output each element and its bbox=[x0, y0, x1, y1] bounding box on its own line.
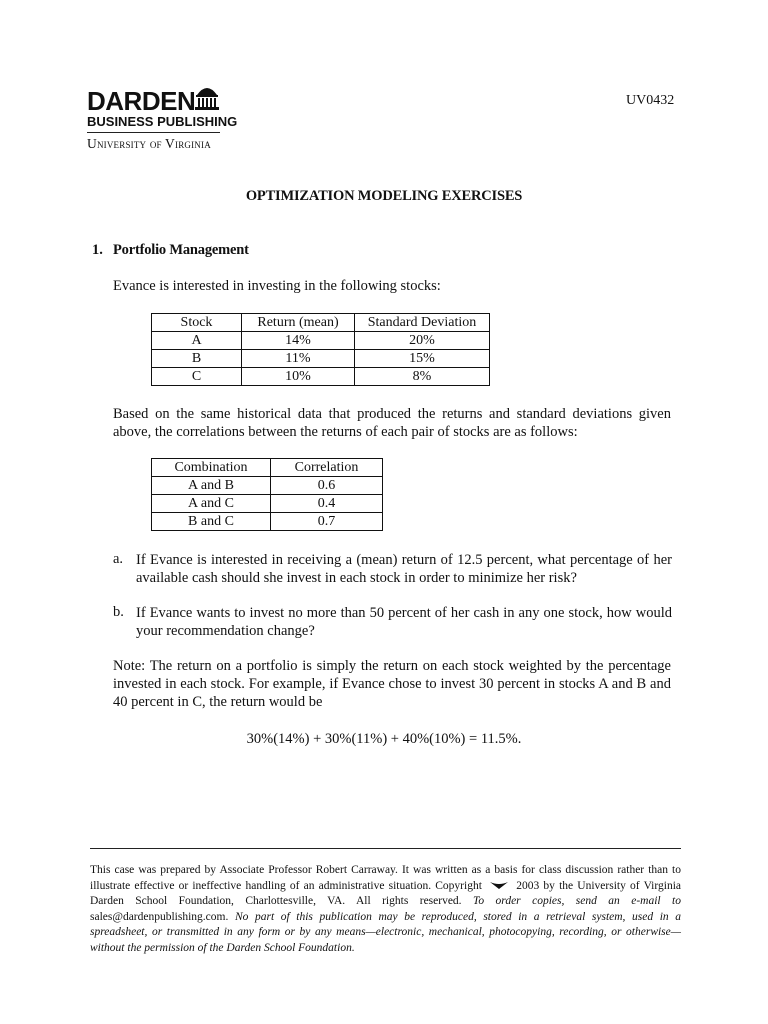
table-header-row bbox=[152, 314, 490, 332]
note-paragraph: Note: The return on a portfolio is simply the return on each stock weighted by the percentage invested in each stock. For example, if Evance chose to invest 30 percent in stocks A and B and 40 percent in C, the return would be bbox=[113, 658, 671, 710]
footer-email: sales@dardenpublishing.com. bbox=[90, 910, 229, 923]
case-number: UV0432 bbox=[626, 93, 675, 108]
section-title: Portfolio Management bbox=[113, 242, 249, 258]
logo-business-publishing: BUSINESS PUBLISHING bbox=[87, 114, 238, 129]
table-cell: 0.7 bbox=[271, 513, 383, 531]
stocks-table bbox=[151, 313, 490, 386]
question-a-text: If Evance is interested in receiving a (mean) return of 12.5 percent, what percentage of her available cash should she invest in each stock in order to minimize her risk? bbox=[136, 552, 672, 586]
table-cell: C bbox=[152, 368, 242, 386]
copyright-mark-icon bbox=[489, 881, 509, 890]
footer-copyright bbox=[90, 863, 681, 956]
logo-university: University of Virginia bbox=[87, 136, 211, 151]
footer-rights-text: No part of this publication may be reproduced, stored in a retrieval system, used in a spreadsheet, or transmitted in any form or by any means—electronic, mechanical, photocopying, recording, or otherwise—without the permission of the Darden School Foundation. bbox=[90, 910, 682, 954]
footer-order-text: To order copies, send an e-mail to bbox=[473, 895, 681, 907]
table-cell: B and C bbox=[152, 513, 271, 531]
table-cell: B bbox=[152, 350, 242, 368]
table-cell: A and C bbox=[152, 495, 271, 513]
header-cell: Stock bbox=[152, 314, 242, 332]
table-cell: A bbox=[152, 332, 242, 350]
document-title: OPTIMIZATION MODELING EXERCISES bbox=[245, 188, 523, 204]
table-row bbox=[152, 350, 490, 368]
table-cell: 0.6 bbox=[271, 477, 383, 495]
table-cell: 0.4 bbox=[271, 495, 383, 513]
table-row bbox=[152, 368, 490, 386]
table-cell: 11% bbox=[242, 350, 355, 368]
footer-text: This case was prepared by Associate Professor Robert Carraway. It was written as a basis for class discussion rather than to illustrate effective or ineffective handling of an administrative situation. Copyright bbox=[90, 864, 681, 892]
intro-paragraph: Evance is interested in investing in the following stocks: bbox=[113, 278, 441, 294]
logo-darden: DARDEN bbox=[87, 86, 196, 116]
question-b-label: b. bbox=[113, 604, 124, 620]
correlation-paragraph: Based on the same historical data that produced the returns and standard deviations given above, the correlations between the returns of each pair of stocks are as follows: bbox=[113, 406, 671, 440]
header-cell: Standard Deviation bbox=[355, 314, 490, 332]
logo-divider bbox=[87, 132, 220, 133]
table-cell: 20% bbox=[355, 332, 490, 350]
table-cell: A and B bbox=[152, 477, 271, 495]
table-cell: 10% bbox=[242, 368, 355, 386]
table-cell: 15% bbox=[355, 350, 490, 368]
question-a-label: a. bbox=[113, 551, 124, 567]
table-row bbox=[152, 332, 490, 350]
section-number: 1. bbox=[92, 242, 103, 258]
header-cell: Correlation bbox=[271, 459, 383, 477]
table-row bbox=[152, 513, 383, 531]
table-cell: 14% bbox=[242, 332, 355, 350]
table-cell: 8% bbox=[355, 368, 490, 386]
header-cell: Return (mean) bbox=[242, 314, 355, 332]
return-formula: 30%(14%) + 30%(11%) + 40%(10%) = 11.5%. bbox=[246, 731, 522, 747]
table-header-row bbox=[152, 459, 383, 477]
table-row bbox=[152, 477, 383, 495]
correlation-table bbox=[151, 458, 383, 531]
rotunda-logo-icon bbox=[193, 83, 221, 111]
question-b-text: If Evance wants to invest no more than 50 percent of her cash in any one stock, how would your recommendation change? bbox=[136, 605, 672, 639]
footer-divider bbox=[90, 848, 681, 849]
table-row bbox=[152, 495, 383, 513]
footer-text: 2003 by the University of Virginia Darden School Foundation, Charlottesville, VA. All rights reserved. bbox=[90, 879, 681, 907]
header-cell: Combination bbox=[152, 459, 271, 477]
